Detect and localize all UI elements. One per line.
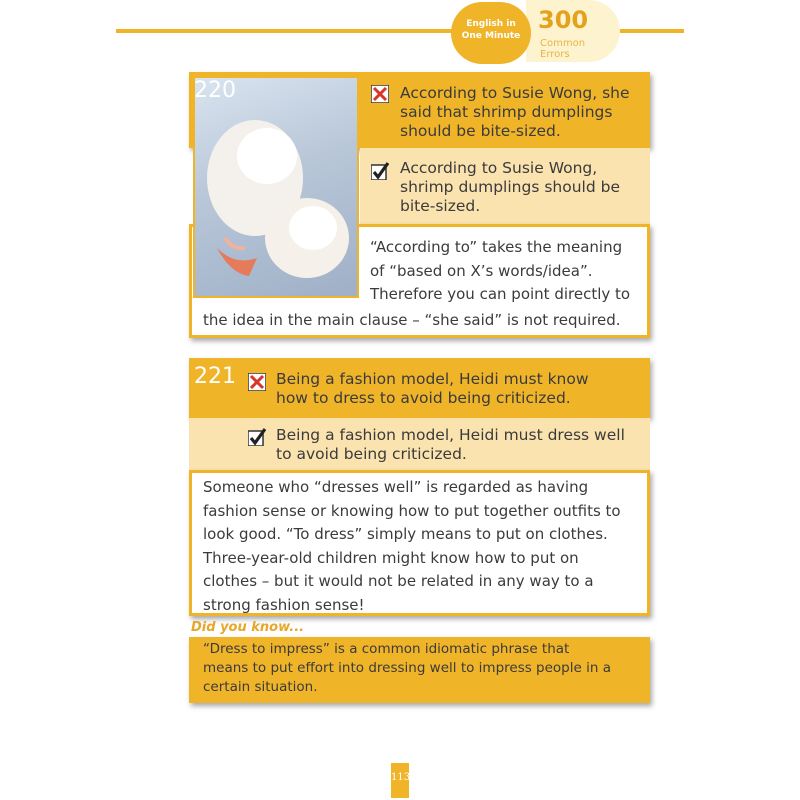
entry-220-wrong-text: According to Susie Wong, she said that shrimp dumplings should be bite-sized. <box>400 84 630 140</box>
cross-icon <box>248 373 266 391</box>
cross-icon <box>371 85 389 103</box>
entry-220-right-text: According to Susie Wong, shrimp dumplings should be bite-sized. <box>400 159 620 215</box>
did-you-know-text: “Dress to impress” is a common idiomatic phrase that means to put effort into dressing well to impress people in a certain situation. <box>203 641 611 695</box>
series-logo <box>451 2 531 64</box>
entry-220-number: 220 <box>194 78 236 103</box>
did-you-know-heading: Did you know... <box>191 620 305 635</box>
header-rule-left <box>116 29 456 33</box>
book-count: 300 <box>538 6 589 34</box>
header-rule-right <box>618 29 684 33</box>
entry-220-explanation-top: “According to” takes the meaning of “based on X’s words/idea”. Therefore you can point directly to <box>370 238 631 303</box>
entry-221-right-text: Being a fashion model, Heidi must dress well to avoid being criticized. <box>276 426 625 463</box>
shrimp-dumpling-photo <box>193 76 359 298</box>
series-title-line2: One Minute <box>461 31 521 41</box>
book-subtitle-line2: Errors <box>540 49 570 60</box>
entry-221-explanation: Someone who “dresses well” is regarded as having fashion sense or knowing how to put together outfits to look good. “To dress” simply means to put on clothes. Three-year-old children might know how to put on clothes – but it would not be related in any way to a strong fashion sense! <box>203 478 621 614</box>
entry-221-wrong-text: Being a fashion model, Heidi must know how to dress to avoid being criticized. <box>276 370 589 407</box>
entry-221-number: 221 <box>194 364 236 389</box>
check-icon <box>248 428 266 446</box>
entry-220-explanation-bottom: the idea in the main clause – “she said” is not required. <box>203 311 621 329</box>
book-subtitle <box>540 38 585 60</box>
page-number: 113 <box>391 763 409 798</box>
check-icon <box>371 162 389 180</box>
series-title-line1: English in <box>466 19 516 29</box>
book-subtitle-line1: Common <box>540 38 586 49</box>
